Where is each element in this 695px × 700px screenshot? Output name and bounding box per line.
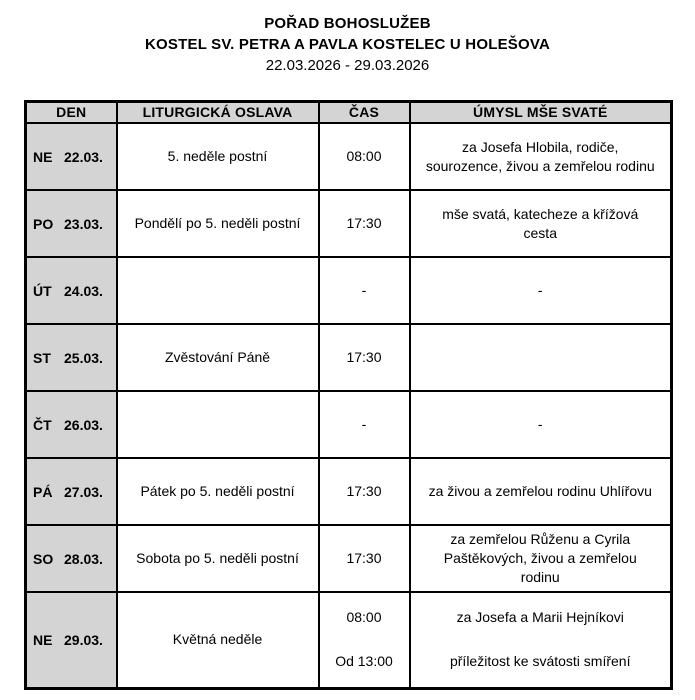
time-cell — [319, 592, 410, 688]
intention-entry: příležitost ke svátosti smíření — [449, 653, 631, 670]
page-title: POŘAD BOHOSLUŽEB — [264, 15, 431, 32]
day-label — [28, 149, 115, 165]
celebration-cell — [117, 391, 319, 458]
day-label — [28, 551, 115, 567]
intention-cell: za zemřelou Růženu a Cyrila Paštěkových, živou a zemřelou rodinu — [410, 525, 672, 592]
celebration-cell — [117, 257, 319, 324]
table-row — [26, 458, 672, 525]
time-cell: 17:30 — [319, 324, 410, 391]
date-range: 22.03.2026 - 29.03.2026 — [265, 57, 430, 74]
table-row — [26, 190, 672, 257]
day-label — [28, 283, 115, 299]
day-cell — [26, 458, 117, 525]
time-entry: 08:00 — [346, 609, 382, 626]
day-abbr: ST — [33, 349, 51, 366]
day-cell — [26, 391, 117, 458]
table-row — [26, 391, 672, 458]
time-entry: Od 13:00 — [335, 653, 393, 670]
column-header-day: DEN — [26, 102, 117, 124]
day-label — [28, 484, 115, 500]
day-date: 25.03. — [64, 349, 103, 366]
time-cell: 17:30 — [319, 190, 410, 257]
day-date: 24.03. — [64, 282, 103, 299]
intention-cell: za Josefa Hlobila, rodiče, sourozence, živou a zemřelou rodinu — [410, 123, 672, 190]
time-cell: 17:30 — [319, 525, 410, 592]
table-row — [26, 592, 672, 688]
day-abbr: PO — [33, 215, 54, 232]
day-date: 26.03. — [64, 416, 103, 433]
day-label — [28, 417, 115, 433]
document-header — [0, 0, 695, 76]
day-cell — [26, 190, 117, 257]
column-header-intention: ÚMYSL MŠE SVATÉ — [410, 102, 672, 124]
day-label — [28, 350, 115, 366]
intention-cell: - — [410, 257, 672, 324]
celebration-cell: 5. neděle postní — [117, 123, 319, 190]
intention-entry: za Josefa a Marii Hejníkovi — [456, 609, 624, 626]
column-header-time: ČAS — [319, 102, 410, 124]
day-abbr: PÁ — [33, 483, 53, 500]
day-cell — [26, 324, 117, 391]
intention-cell: - — [410, 391, 672, 458]
day-abbr: NE — [33, 148, 53, 165]
celebration-cell: Pondělí po 5. neděli postní — [117, 190, 319, 257]
time-cell: 17:30 — [319, 458, 410, 525]
day-date: 27.03. — [64, 483, 103, 500]
day-cell — [26, 257, 117, 324]
day-date: 22.03. — [64, 148, 103, 165]
time-cell: - — [319, 257, 410, 324]
intention-cell: za živou a zemřelou rodinu Uhlířovu — [410, 458, 672, 525]
table-row — [26, 525, 672, 592]
schedule-table — [24, 100, 673, 690]
day-abbr: ÚT — [33, 282, 52, 299]
day-abbr: SO — [33, 550, 54, 567]
intention-cell — [410, 592, 672, 688]
day-cell — [26, 592, 117, 688]
celebration-cell: Pátek po 5. neděli postní — [117, 458, 319, 525]
day-date: 29.03. — [64, 631, 103, 648]
celebration-cell: Zvěstování Páně — [117, 324, 319, 391]
time-cell: - — [319, 391, 410, 458]
day-label — [28, 632, 115, 648]
day-cell — [26, 123, 117, 190]
intention-cell — [410, 324, 672, 391]
intention-cell: mše svatá, katecheze a křížová cesta — [410, 190, 672, 257]
day-cell — [26, 525, 117, 592]
day-date: 28.03. — [64, 550, 103, 567]
day-abbr: NE — [33, 631, 53, 648]
table-row — [26, 324, 672, 391]
table-row — [26, 257, 672, 324]
time-cell: 08:00 — [319, 123, 410, 190]
day-date: 23.03. — [64, 215, 103, 232]
table-header-row — [26, 102, 672, 124]
table-row — [26, 123, 672, 190]
celebration-cell: Květná neděle — [117, 592, 319, 688]
day-label — [28, 216, 115, 232]
church-name: KOSTEL SV. PETRA A PAVLA KOSTELEC U HOLEŠOVA — [145, 36, 550, 53]
celebration-cell: Sobota po 5. neděli postní — [117, 525, 319, 592]
day-abbr: ČT — [33, 416, 52, 433]
column-header-celebration: LITURGICKÁ OSLAVA — [117, 102, 319, 124]
